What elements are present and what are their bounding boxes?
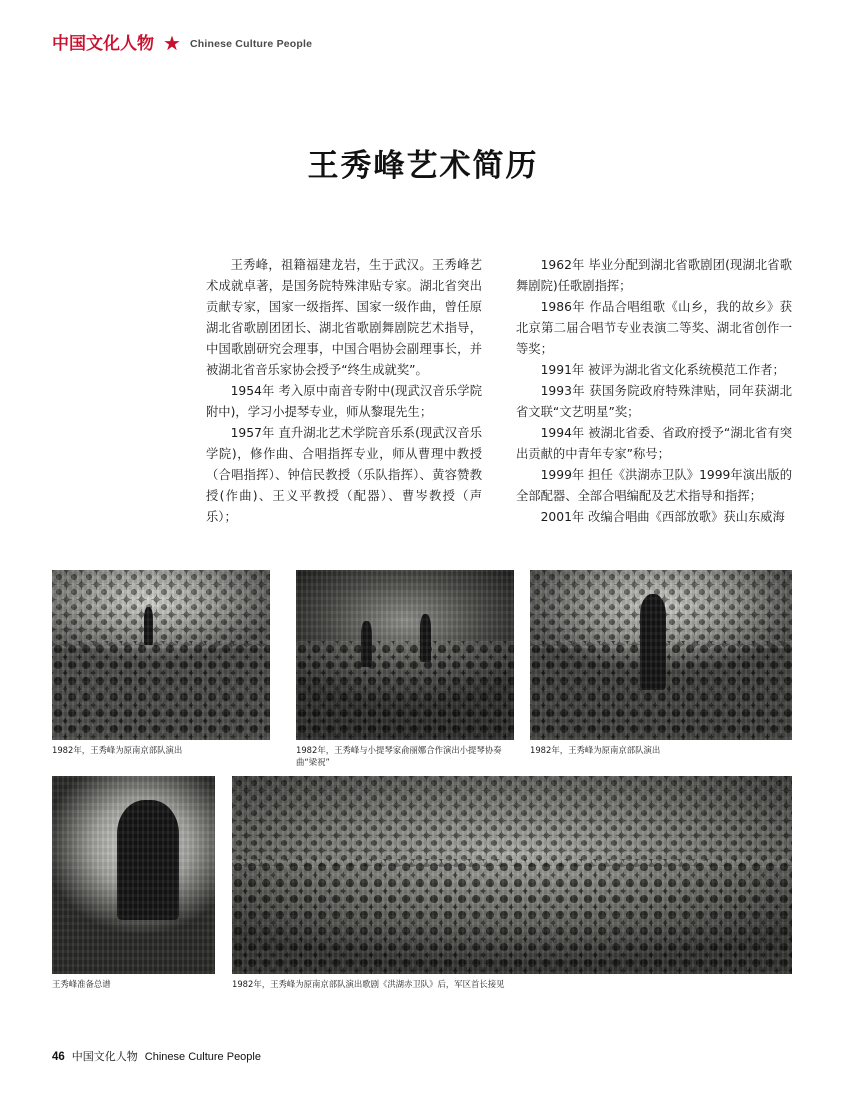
paragraph: 1994年 被湖北省委、省政府授予“湖北省有突出贡献的中青年专家”称号； — [516, 426, 792, 461]
photograph-studying-score — [52, 776, 215, 974]
text-column-right — [516, 255, 792, 528]
paragraph: 1954年 考入原中南音专附中(现武汉音乐学院附中)，学习小提琴专业，师从黎琨先生； — [206, 384, 482, 419]
paragraph: 2001年 改编合唱曲《西部放歌》获山东威海 — [540, 510, 785, 524]
page-title: 王秀峰艺术简历 — [307, 148, 539, 184]
photograph-violin-concerto — [296, 570, 514, 740]
text-column-left — [206, 255, 482, 528]
photograph-orchestra-performance-1 — [52, 570, 270, 740]
photo-block — [52, 776, 215, 991]
photo-caption: 1982年，王秀峰为原南京部队演出 — [530, 745, 661, 755]
photograph-group-portrait — [232, 776, 792, 974]
masthead-chinese-logo: 中国文化人物 — [52, 33, 154, 54]
paragraph: 1999年 担任《洪湖赤卫队》1999年演出版的全部配器、全部合唱编配及艺术指导和指挥； — [516, 468, 792, 503]
photo-block — [296, 570, 514, 768]
masthead-english-logo: Chinese Culture People — [189, 38, 313, 50]
photo-caption: 1982年，王秀峰为原南京部队演出歌剧《洪湖赤卫队》后，军区首长接见 — [232, 979, 505, 989]
masthead — [52, 34, 312, 54]
photograph-conductor-before-troops — [530, 570, 792, 740]
paragraph: 王秀峰，祖籍福建龙岩，生于武汉。王秀峰艺术成就卓著，是国务院特殊津贴专家。湖北省突出贡献专家，国家一级指挥、国家一级作曲，曾任原湖北省歌剧团团长、湖北省歌剧舞剧院艺术指导，中国歌剧研究会理事，中国合唱协会副理事长，并被湖北省音乐家协会授予“终生成就奖”。 — [206, 258, 482, 377]
article-body — [206, 255, 792, 528]
paragraph: 1962年 毕业分配到湖北省歌剧团(现湖北省歌舞剧院)任歌剧指挥； — [516, 258, 792, 293]
page-number: 46 — [52, 1051, 65, 1063]
footer-english-title: Chinese Culture People — [144, 1051, 261, 1063]
photo-caption: 1982年，王秀峰为原南京部队演出 — [52, 745, 183, 755]
paragraph: 1991年 被评为湖北省文化系统模范工作者； — [540, 363, 785, 377]
photo-caption: 王秀峰准备总谱 — [52, 979, 111, 989]
paragraph: 1957年 直升湖北艺术学院音乐系(现武汉音乐学院)，修作曲、合唱指挥专业，师从曹理中教授（合唱指挥）、钟信民教授（乐队指挥）、黄容赞教授(作曲)、王义平教授（配器）、曹岑教授（声乐）； — [206, 426, 482, 524]
paragraph: 1986年 作品合唱组歌《山乡，我的故乡》获北京第二届合唱节专业表演二等奖、湖北省创作一等奖； — [516, 300, 792, 356]
footer-chinese-title: 中国文化人物 — [71, 1050, 138, 1063]
star-icon: ★ — [163, 33, 181, 55]
photo-block — [52, 570, 270, 757]
photo-caption: 1982年，王秀峰与小提琴家俞丽娜合作演出小提琴协奏曲“梁祝” — [296, 745, 502, 767]
paragraph: 1993年 获国务院政府特殊津贴，同年获湖北省文联“文艺明星”奖； — [516, 384, 792, 419]
photo-block — [232, 776, 792, 991]
page-footer — [52, 1048, 261, 1064]
photo-block — [530, 570, 792, 757]
